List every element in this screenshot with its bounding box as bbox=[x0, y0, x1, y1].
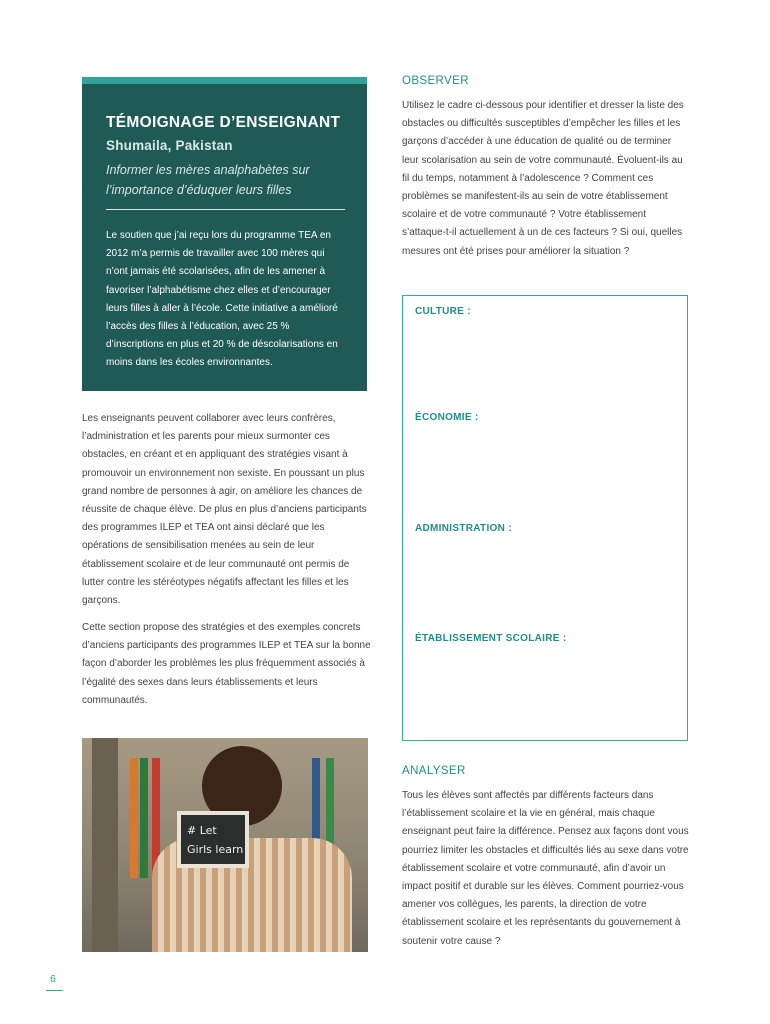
administration-label: ADMINISTRATION : bbox=[415, 523, 512, 534]
analyser-title: ANALYSER bbox=[402, 765, 466, 777]
testimonial-name: Shumaila, Pakistan bbox=[106, 138, 233, 153]
testimonial-body: Le soutien que j’ai reçu lors du programme TEA en 2012 m’a permis de travailler avec 100 mères qui n’ont jamais été scolarisées, afin de les amener à favoriser l’alphabétisme chez elles et d’encourager leurs filles à aller à l’école. Cette initiative a amélioré l’accès des filles à l’éducation, avec 25 % d’inscriptions en plus et 20 % de déscolarisations en moins dans les écoles environnantes. bbox=[106, 230, 338, 369]
photo-pillar bbox=[92, 738, 118, 952]
observer-body: Utilisez le cadre ci-dessous pour identifier et dresser la liste des obstacles ou difficultés susceptibles d’empêcher les filles et les garçons d’accéder à une éducation de qualité ou de terminer leur scolarisation au sein de votre communauté. Évoluent-ils au fil du temps, notamment à l’adolescence ? Comment ces problèmes se manifestent-ils au sein de votre établissement scolaire et de votre communauté ? Votre établissement s’attaque-t-il actuellement à un de ces facteurs ? Si oui, quelles mesures ont été prises pour améliorer la situation ? bbox=[402, 100, 684, 257]
left-paragraph-1 bbox=[82, 410, 372, 610]
testimonial-subtitle: Informer les mères analphabètes sur l’importance d’éduquer leurs filles bbox=[106, 160, 345, 210]
culture-label: CULTURE : bbox=[415, 306, 471, 317]
sign-line-1: # Let bbox=[187, 824, 217, 837]
left-paragraph-2 bbox=[82, 619, 372, 710]
page-number: 6 bbox=[50, 973, 56, 985]
testimonial-heading: TÉMOIGNAGE D’ENSEIGNANT bbox=[106, 114, 341, 131]
economie-label: ÉCONOMIE : bbox=[415, 412, 479, 423]
testimonial-panel bbox=[82, 77, 367, 391]
analyser-body: Tous les élèves sont affectés par différents facteurs dans l’établissement scolaire et la vie en général, mais chaque enseignant peut faire la différence. Pensez aux façons dont vous pourriez limiter les obstacles et difficultés liés au sexe dans votre établissement scolaire et votre communauté, afin d’avoir un impact positif et durable sur les élèves. Comment pourriez-vous amener vos collègues, les parents, la direction de votre établissement scolaire et les représentants du gouvernement à soutenir votre cause ? bbox=[402, 790, 689, 947]
observer-title: OBSERVER bbox=[402, 75, 469, 87]
photo-chalkboard-sign bbox=[177, 811, 249, 868]
etablissement-label: ÉTABLISSEMENT SCOLAIRE : bbox=[415, 633, 567, 644]
sign-line-2: Girls learn bbox=[187, 843, 244, 856]
left-paragraph-2-text: Cette section propose des stratégies et des exemples concrets d’anciens participants des programmes ILEP et TEA sur la bonne façon d’aborder les problèmes les plus fréquemment associés à l’égalité des sexes dans leurs établissements et leurs communautés. bbox=[82, 622, 371, 706]
left-paragraph-1-text: Les enseignants peuvent collaborer avec leurs confrères, l’administration et les parents pour mieux surmonter ces obstacles, en créant et en appliquant des stratégies visant à promouvoir un environnement non sexiste. En poussant un plus grand nombre de personnes à agir, on améliore les chances de réussite de chaque élève. De plus en plus d’anciens participants des programmes ILEP et TEA ont ainsi déclaré que les opérations de sensibilisation menées au sein de leur établissement scolaire et de leur communauté ont permis de lutter contre les stéréotypes négatifs affectant les filles et les garçons. bbox=[82, 413, 367, 607]
photo-flag bbox=[130, 758, 138, 878]
photo-flag bbox=[140, 758, 148, 878]
teacher-photo bbox=[82, 738, 368, 952]
page-number-rule bbox=[46, 990, 63, 991]
observation-frame bbox=[402, 295, 688, 741]
